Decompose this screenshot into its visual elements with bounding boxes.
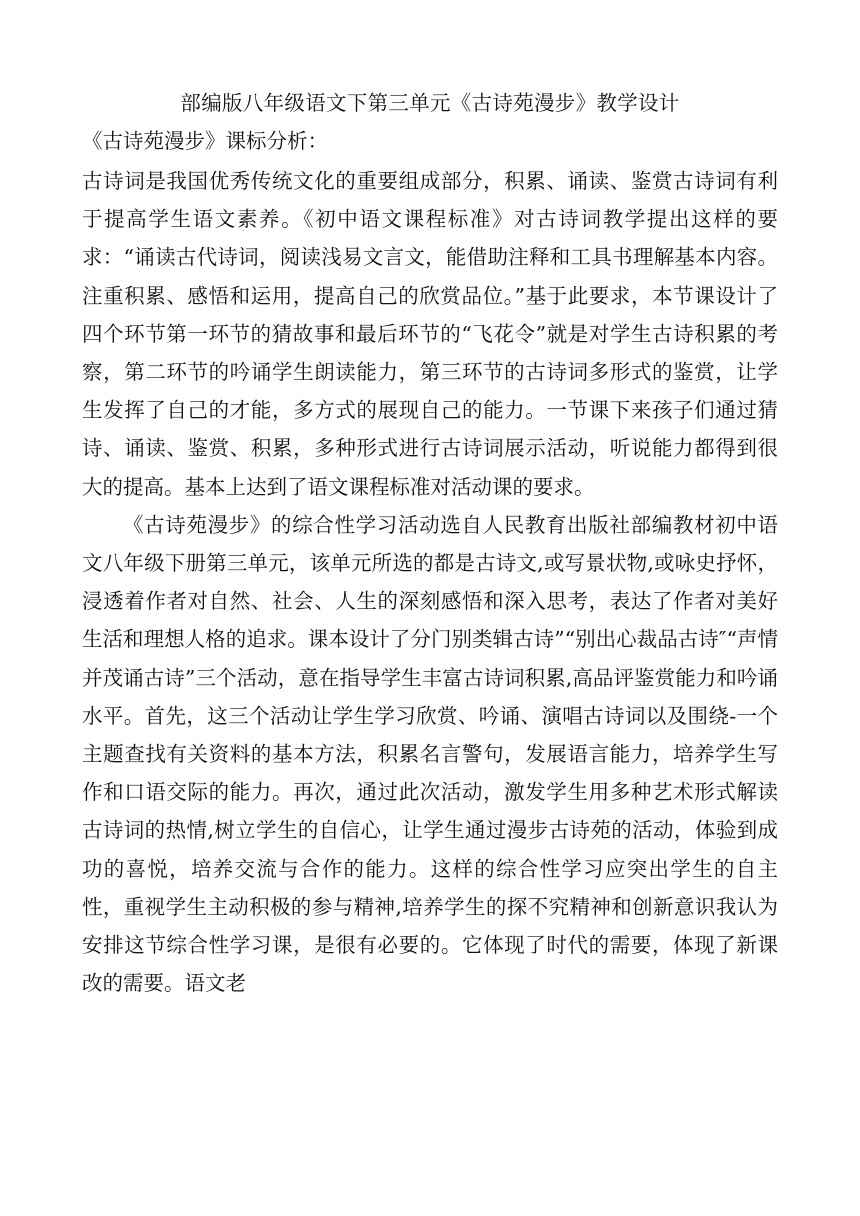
section-heading: 《古诗苑漫步》课标分析： (82, 129, 328, 153)
document-page (82, 88, 778, 1002)
paragraph-activity-overview: 《古诗苑漫步》的综合性学习活动选自人民教育出版社部编教材初中语文八年级下册第三单元，该单元所选的都是古诗文,或写景状物,或咏史抒怀，浸透着作者对自然、社会、人生的深刻感悟和深入思考，表达了作者对美好生活和理想人格的追求。课本设计了分门别类辑古诗”“别出心裁品古诗″“声情并茂诵古诗”三个活动，意在指导学生丰富古诗词积累,高品评鉴赏能力和吟诵水平。首先，这三个活动让学生学习欣赏、吟诵、演唱古诗词以及围绕-一个主题查找有关资料的基本方法，积累名言警句，发展语言能力，培养学生写作和口语交际的能力。再次，通过此次活动，激发学生用多种艺术形式解读古诗词的热情,树立学生的自信心，让学生通过漫步古诗苑的活动，体验到成功的喜悦，培养交流与合作的能力。这样的综合性学习应突出学生的自主性，重视学生主动积极的参与精神,培养学生的探不究精神和创新意识我认为安排这节综合性学习课，是很有必要的。它体现了时代的需要，体现了新课改的需要。语文老 (82, 512, 778, 996)
document-title: 部编版八年级语文下第三单元《古诗苑漫步》教学设计 (180, 91, 680, 115)
paragraph-curriculum-analysis: 古诗词是我国优秀传统文化的重要组成部分，积累、诵读、鉴赏古诗词有利于提高学生语文素养。《初中语文课程标准》对古诗词教学提出这样的要求：“诵读古代诗词，阅读浅易文言文，能借助注释和工具书理解基本内容。注重积累、感悟和运用，提高自己的欣赏品位。”基于此要求，本节课设计了四个环节第一环节的猜故事和最后环节的“飞花令”就是对学生古诗积累的考察，第二环节的吟诵学生朗读能力，第三环节的古诗词多形式的鉴赏，让学生发挥了自己的才能，多方式的展现自己的能力。一节课下来孩子们通过猜诗、诵读、鉴赏、积累，多种形式进行古诗词展示活动，听说能力都得到很大的提高。基本上达到了语文课程标准对活动课的要求。 (82, 169, 778, 499)
